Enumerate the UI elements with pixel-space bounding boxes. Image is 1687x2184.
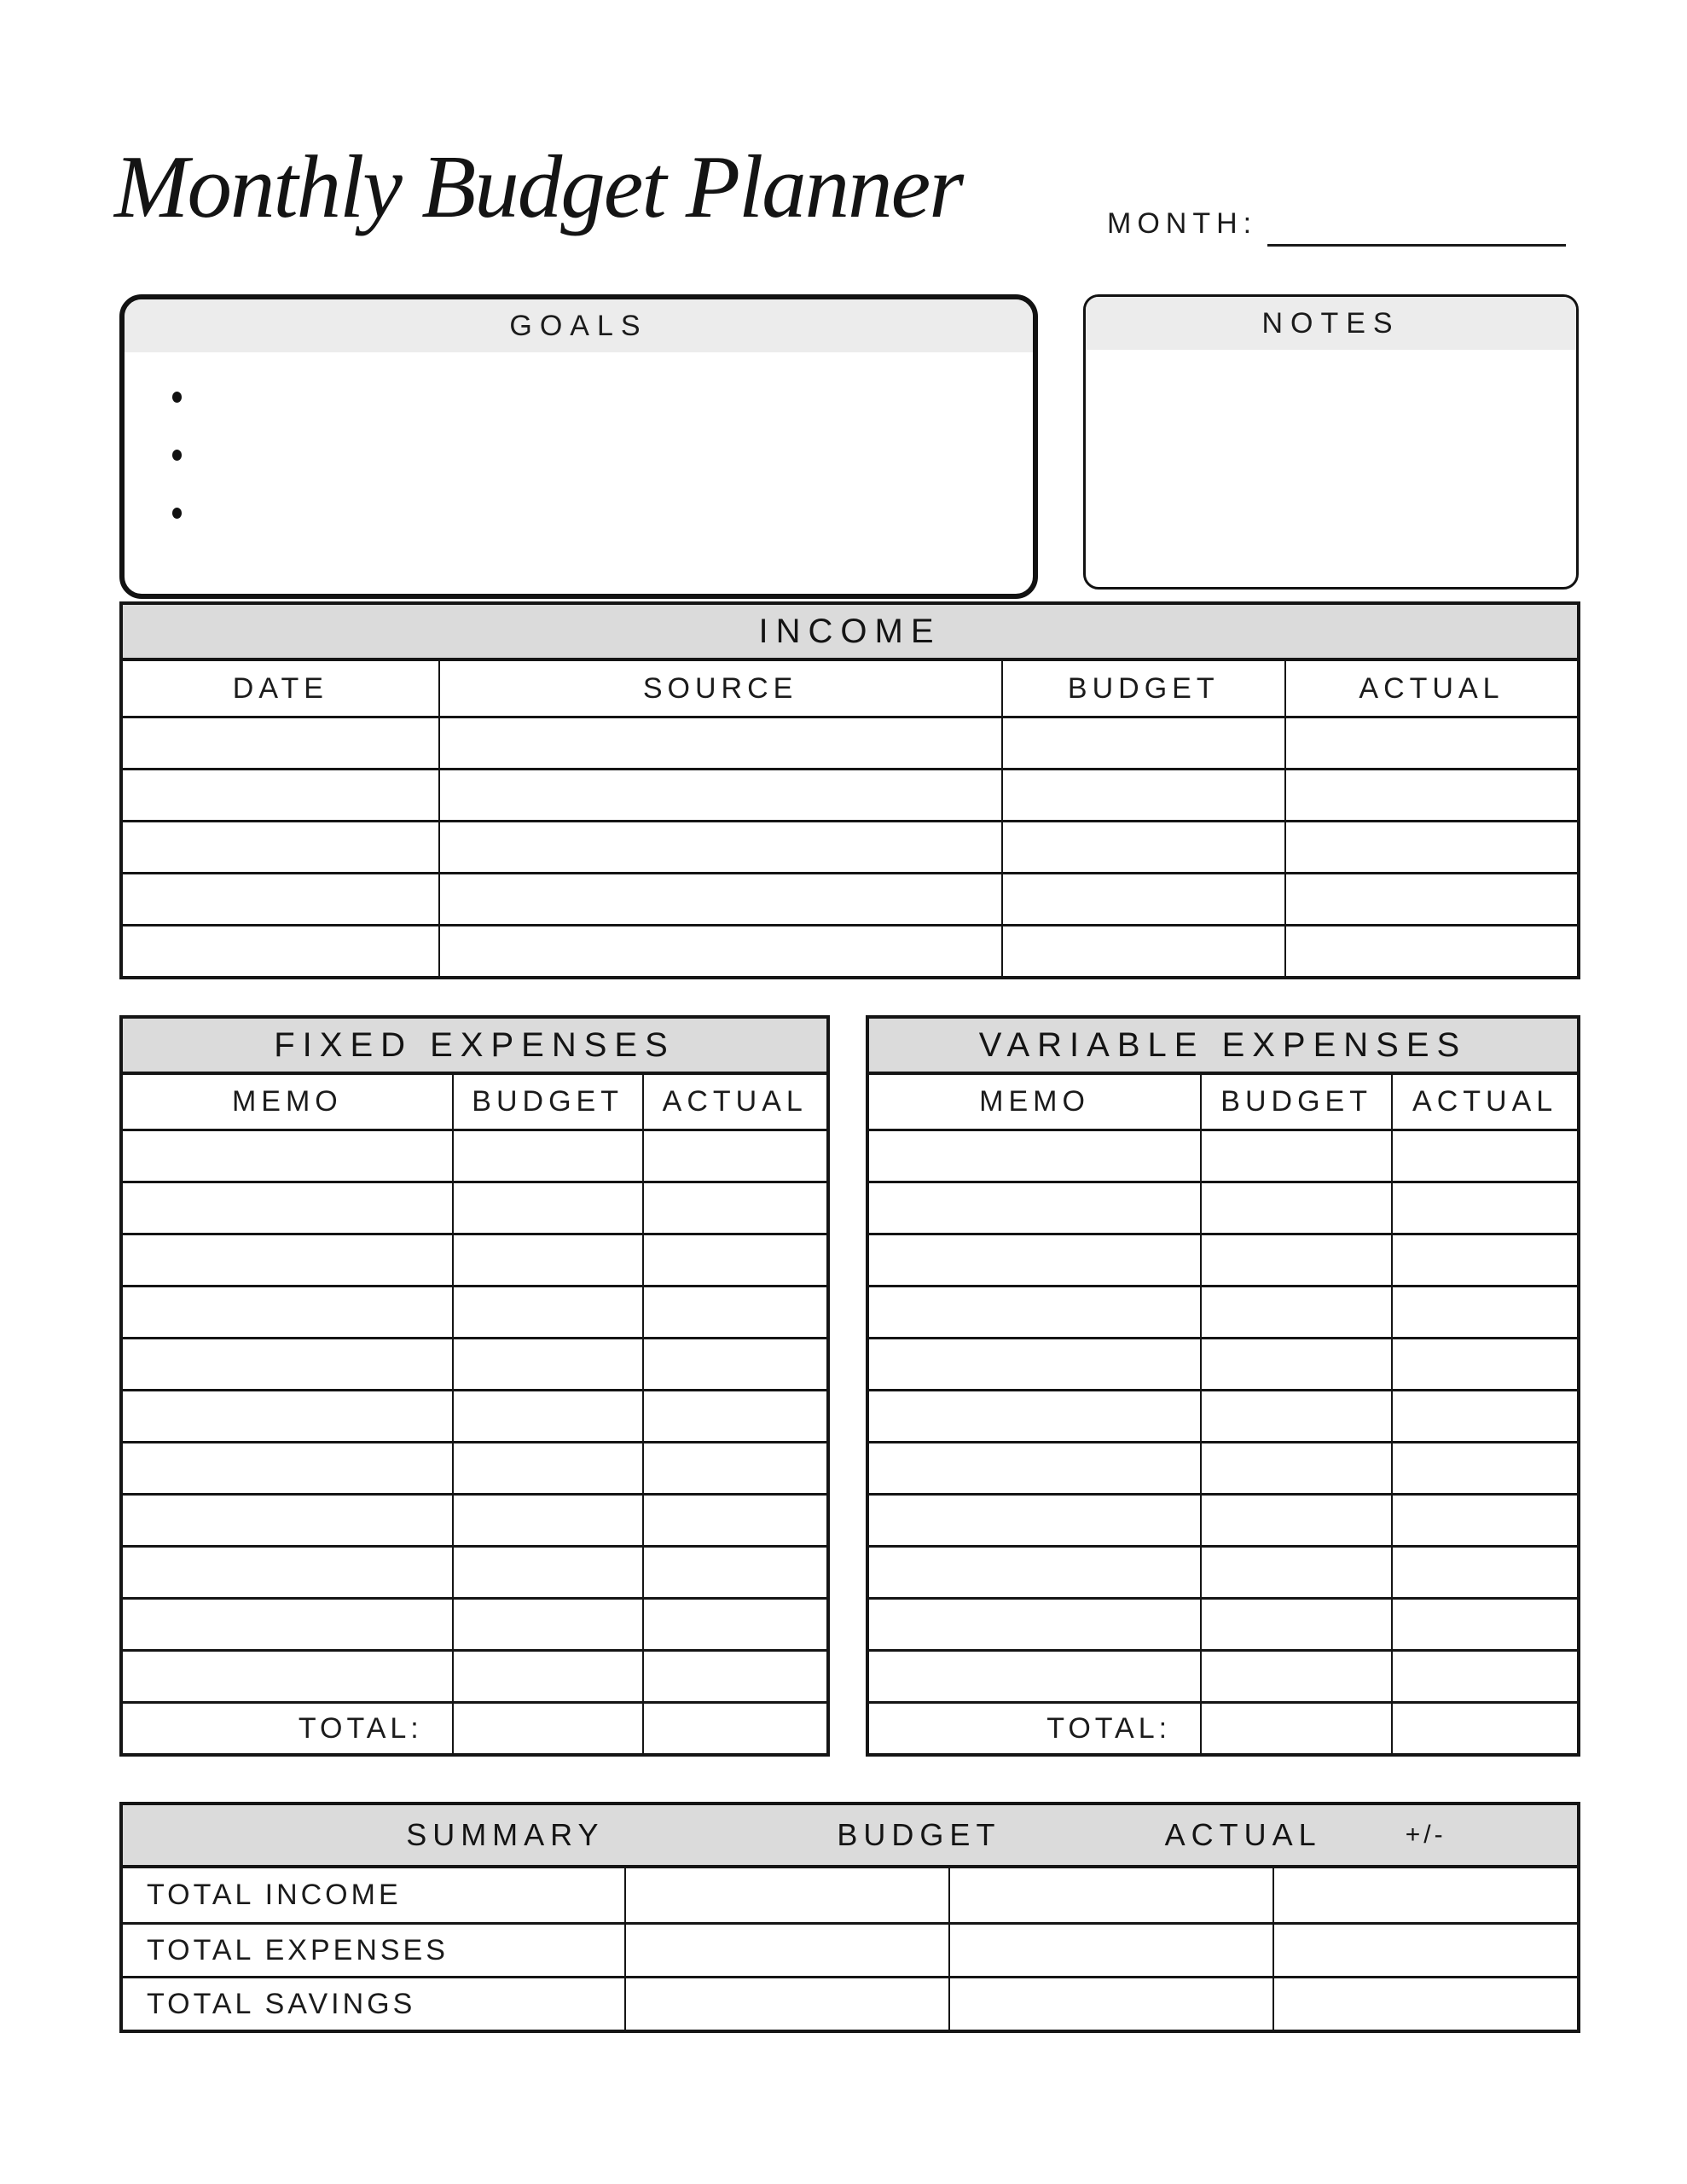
empty-cell[interactable] [869, 1441, 1202, 1493]
empty-cell[interactable] [1393, 1701, 1577, 1753]
goals-panel[interactable] [119, 294, 1038, 599]
empty-cell[interactable] [454, 1649, 644, 1701]
bullet-icon [172, 450, 182, 461]
empty-cell[interactable] [454, 1233, 644, 1285]
variable-expenses-band [869, 1019, 1577, 1075]
empty-cell[interactable] [644, 1597, 827, 1649]
empty-cell[interactable] [950, 1976, 1274, 2030]
empty-cell[interactable] [123, 716, 440, 768]
summary-row-label: TOTAL INCOME [123, 1868, 626, 1922]
empty-cell[interactable] [644, 1545, 827, 1597]
empty-cell[interactable] [454, 1545, 644, 1597]
empty-cell[interactable] [1286, 768, 1577, 820]
empty-cell[interactable] [1286, 820, 1577, 872]
empty-cell[interactable] [123, 1181, 454, 1233]
income-column-header: DATE [123, 661, 440, 716]
empty-cell[interactable] [869, 1493, 1202, 1545]
empty-cell[interactable] [123, 1597, 454, 1649]
empty-cell[interactable] [440, 716, 1003, 768]
empty-cell[interactable] [950, 1922, 1274, 1976]
variable_expenses-column-header: ACTUAL [1412, 1085, 1558, 1118]
summary-column-header: ACTUAL [1164, 1817, 1322, 1852]
fixed-expenses-title: FIXED EXPENSES [274, 1025, 675, 1064]
empty-cell[interactable] [454, 1181, 644, 1233]
empty-cell[interactable] [440, 820, 1003, 872]
empty-cell[interactable] [644, 1441, 827, 1493]
empty-cell[interactable] [644, 1337, 827, 1389]
summary-row-label: TOTAL SAVINGS [123, 1976, 626, 2030]
income-column-header: SOURCE [440, 661, 1003, 716]
empty-cell[interactable] [454, 1493, 644, 1545]
empty-cell[interactable] [1393, 1129, 1577, 1181]
empty-cell[interactable] [869, 1337, 1202, 1389]
summary-table-band [123, 1805, 1577, 1868]
empty-cell[interactable] [950, 1868, 1274, 1922]
empty-cell[interactable] [1202, 1545, 1393, 1597]
empty-cell[interactable] [123, 1233, 454, 1285]
empty-cell[interactable] [454, 1701, 644, 1753]
empty-cell[interactable] [644, 1701, 827, 1753]
empty-cell[interactable] [440, 924, 1003, 976]
empty-cell[interactable] [869, 1649, 1202, 1701]
empty-cell[interactable] [1393, 1597, 1577, 1649]
month-input-line[interactable] [1267, 244, 1566, 247]
bullet-icon [172, 392, 182, 403]
fixed-expenses-band [123, 1019, 826, 1075]
empty-cell[interactable] [1393, 1285, 1577, 1337]
income-grid [123, 661, 1577, 976]
empty-cell[interactable] [1393, 1233, 1577, 1285]
empty-cell[interactable] [454, 1597, 644, 1649]
goals-panel-title: GOALS [125, 299, 1033, 352]
summary-column-header: +/- [1405, 1821, 1446, 1849]
empty-cell[interactable] [1202, 1181, 1393, 1233]
variable-expenses-title: VARIABLE EXPENSES [978, 1025, 1468, 1064]
empty-cell[interactable] [123, 1545, 454, 1597]
empty-cell[interactable] [1202, 1285, 1393, 1337]
empty-cell[interactable] [1202, 1337, 1393, 1389]
empty-cell[interactable] [454, 1441, 644, 1493]
empty-cell[interactable] [123, 1337, 454, 1389]
empty-cell[interactable] [626, 1922, 950, 1976]
empty-cell[interactable] [869, 1545, 1202, 1597]
empty-cell[interactable] [123, 1129, 454, 1181]
empty-cell[interactable] [1286, 716, 1577, 768]
variable_expenses-column-header: MEMO [869, 1075, 1202, 1129]
empty-cell[interactable] [123, 1389, 454, 1441]
notes-panel-title: NOTES [1086, 297, 1576, 350]
empty-cell[interactable] [644, 1233, 827, 1285]
empty-cell[interactable] [123, 872, 440, 924]
empty-cell[interactable] [644, 1649, 827, 1701]
empty-cell[interactable] [869, 1181, 1202, 1233]
fixed_expenses-column-header: BUDGET [454, 1075, 644, 1129]
income-table-title: INCOME [758, 612, 942, 650]
summary-column-header: SUMMARY [406, 1817, 605, 1852]
variable_expenses-total-label: TOTAL: [869, 1701, 1202, 1753]
empty-cell[interactable] [1202, 1649, 1393, 1701]
empty-cell[interactable] [1393, 1389, 1577, 1441]
empty-cell[interactable] [1202, 1701, 1393, 1753]
empty-cell[interactable] [644, 1389, 827, 1441]
empty-cell[interactable] [869, 1233, 1202, 1285]
empty-cell[interactable] [1202, 1129, 1393, 1181]
empty-cell[interactable] [123, 1441, 454, 1493]
empty-cell[interactable] [1393, 1441, 1577, 1493]
empty-cell[interactable] [454, 1129, 644, 1181]
empty-cell[interactable] [123, 1493, 454, 1545]
fixed-expenses-grid [123, 1075, 826, 1753]
empty-cell[interactable] [1202, 1389, 1393, 1441]
empty-cell[interactable] [1286, 872, 1577, 924]
empty-cell[interactable] [1393, 1181, 1577, 1233]
summary-table [119, 1802, 1580, 2033]
empty-cell[interactable] [1274, 1868, 1577, 1922]
fixed_expenses-column-header: MEMO [123, 1075, 454, 1129]
summary-column-header: BUDGET [837, 1817, 1001, 1852]
empty-cell[interactable] [626, 1868, 950, 1922]
fixed_expenses-total-label: TOTAL: [123, 1701, 454, 1753]
empty-cell[interactable] [1393, 1493, 1577, 1545]
empty-cell[interactable] [644, 1181, 827, 1233]
empty-cell[interactable] [1003, 716, 1286, 768]
variable-expenses-grid [869, 1075, 1577, 1753]
bullet-icon [172, 508, 182, 519]
fixed-expenses-table [119, 1015, 830, 1757]
empty-cell[interactable] [1202, 1441, 1393, 1493]
empty-cell[interactable] [869, 1285, 1202, 1337]
empty-cell[interactable] [440, 872, 1003, 924]
empty-cell[interactable] [123, 820, 440, 872]
summary-row-label: TOTAL EXPENSES [123, 1922, 626, 1976]
income-table-band [123, 605, 1577, 661]
empty-cell[interactable] [1286, 924, 1577, 976]
empty-cell[interactable] [869, 1129, 1202, 1181]
empty-cell[interactable] [454, 1389, 644, 1441]
variable_expenses-column-header: BUDGET [1202, 1075, 1393, 1129]
empty-cell[interactable] [123, 768, 440, 820]
empty-cell[interactable] [1393, 1337, 1577, 1389]
empty-cell[interactable] [1393, 1545, 1577, 1597]
empty-cell[interactable] [454, 1285, 644, 1337]
empty-cell[interactable] [440, 768, 1003, 820]
empty-cell[interactable] [1393, 1649, 1577, 1701]
income-table [119, 601, 1580, 979]
empty-cell[interactable] [123, 924, 440, 976]
empty-cell[interactable] [123, 1285, 454, 1337]
variable-expenses-table [866, 1015, 1580, 1757]
fixed_expenses-column-header: ACTUAL [662, 1085, 808, 1118]
empty-cell[interactable] [1202, 1493, 1393, 1545]
income-column-header: BUDGET [1003, 661, 1286, 716]
empty-cell[interactable] [869, 1389, 1202, 1441]
empty-cell[interactable] [1202, 1597, 1393, 1649]
empty-cell[interactable] [1003, 872, 1286, 924]
summary-grid [123, 1868, 1577, 2030]
empty-cell[interactable] [869, 1597, 1202, 1649]
empty-cell[interactable] [644, 1129, 827, 1181]
income-column-header: ACTUAL [1359, 671, 1504, 705]
month-label: MONTH: [1107, 207, 1258, 240]
empty-cell[interactable] [454, 1337, 644, 1389]
empty-cell[interactable] [1003, 768, 1286, 820]
notes-panel[interactable] [1083, 294, 1579, 590]
empty-cell[interactable] [1274, 1976, 1577, 2030]
empty-cell[interactable] [644, 1285, 827, 1337]
empty-cell[interactable] [644, 1493, 827, 1545]
empty-cell[interactable] [626, 1976, 950, 2030]
empty-cell[interactable] [1202, 1233, 1393, 1285]
page-title: Monthly Budget Planner [114, 136, 963, 236]
empty-cell[interactable] [123, 1649, 454, 1701]
empty-cell[interactable] [1003, 924, 1286, 976]
empty-cell[interactable] [1003, 820, 1286, 872]
empty-cell[interactable] [1274, 1922, 1577, 1976]
